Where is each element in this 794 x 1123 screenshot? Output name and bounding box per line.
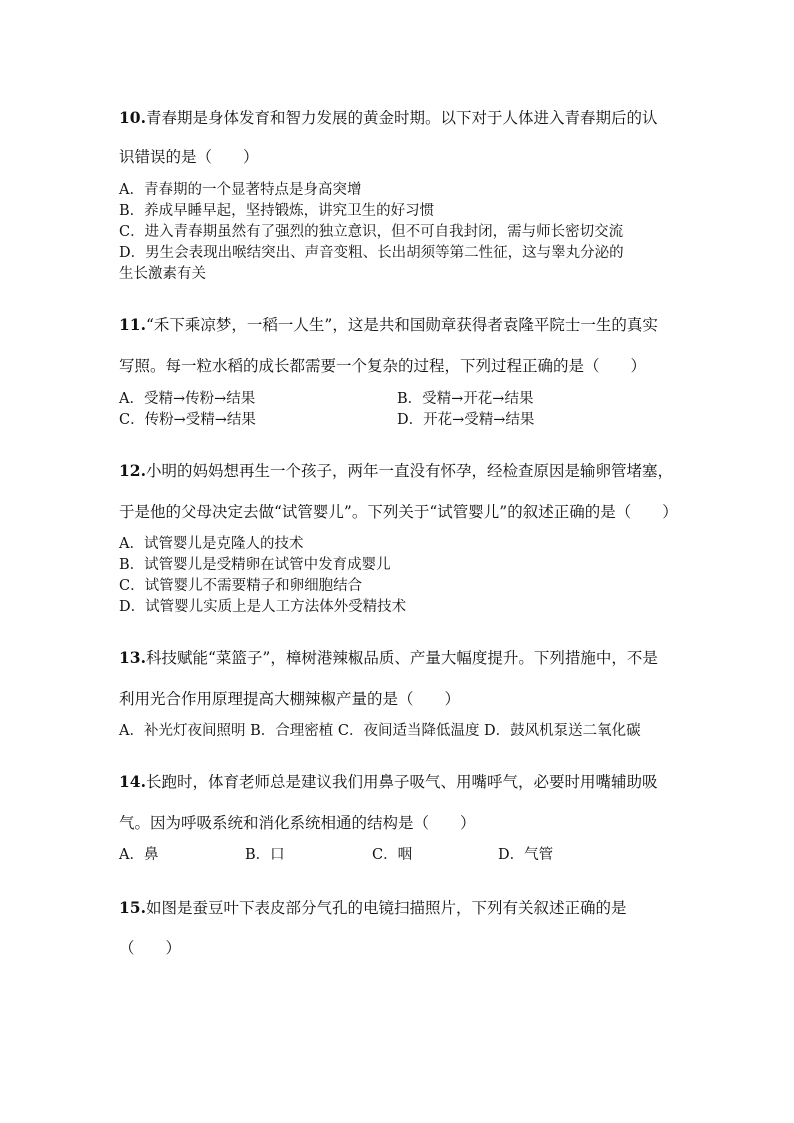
question-10-option-a: A．青春期的一个显著特点是身高突增 xyxy=(119,182,362,198)
question-11-option-b: B．受精→开花→结果 xyxy=(397,391,534,407)
question-11-stem-line-2: 写照。每一粒水稻的成长都需要一个复杂的过程，下列过程正确的是（ ） xyxy=(119,357,647,375)
question-12-number: 12. xyxy=(119,461,146,480)
question-14-option-d: D．气管 xyxy=(498,847,554,863)
question-11-option-c: C．传粉→受精→结果 xyxy=(119,412,256,428)
question-14-stem-line-1: 14.长跑时，体育老师总是建议我们用鼻子吸气、用嘴呼气，必要时用嘴辅助吸 xyxy=(119,772,658,791)
question-14-number: 14. xyxy=(119,772,146,791)
question-14-option-b: B．口 xyxy=(245,847,285,863)
question-14-option-c: C．咽 xyxy=(372,847,413,863)
question-10-option-b: B．养成早睡早起，坚持锻炼，讲究卫生的好习惯 xyxy=(119,203,435,219)
question-11-option-d: D．开花→受精→结果 xyxy=(397,412,535,428)
question-11-number: 11. xyxy=(119,315,146,334)
question-10-option-c: C．进入青春期虽然有了强烈的独立意识，但不可自我封闭，需与师长密切交流 xyxy=(119,224,624,240)
question-12-option-d: D．试管婴儿实质上是人工方法体外受精技术 xyxy=(119,599,407,615)
question-10-option-d: D．男生会表现出喉结突出、声音变粗、长出胡须等第二性征，这与睾丸分泌的 xyxy=(119,245,624,261)
question-12-stem-line-1: 12.小明的妈妈想再生一个孩子，两年一直没有怀孕，经检查原因是输卵管堵塞， xyxy=(119,461,673,480)
question-11-stem-line-1: 11.“禾下乘凉梦，一稻一人生”，这是共和国勋章获得者袁隆平院士一生的真实 xyxy=(119,315,658,334)
question-12-option-b: B．试管婴儿是受精卵在试管中发育成婴儿 xyxy=(119,557,391,573)
question-10-option-d-cont: 生长激素有关 xyxy=(119,266,206,282)
question-12-stem-line-2: 于是他的父母决定去做“试管婴儿”。下列关于“试管婴儿”的叙述正确的是（ ） xyxy=(119,503,678,521)
question-13-options: A．补光灯夜间照明 B．合理密植 C．夜间适当降低温度 D．鼓风机泵送二氧化碳 xyxy=(119,723,641,739)
question-12-option-a: A．试管婴儿是克隆人的技术 xyxy=(119,536,304,552)
question-15-number: 15. xyxy=(119,898,146,917)
question-14-option-a: A．鼻 xyxy=(119,847,159,863)
question-13-number: 13. xyxy=(119,648,146,667)
question-14-stem-line-2: 气。因为呼吸系统和消化系统相通的结构是（ ） xyxy=(119,814,476,832)
question-15-stem-line-2: （ ） xyxy=(119,939,182,957)
question-11-option-a: A．受精→传粉→结果 xyxy=(119,391,256,407)
question-12-option-c: C．试管婴儿不需要精子和卵细胞结合 xyxy=(119,578,363,594)
question-15-stem-line-1: 15.如图是蚕豆叶下表皮部分气孔的电镜扫描照片，下列有关叙述正确的是 xyxy=(119,898,627,917)
question-13-stem-line-1: 13.科技赋能“菜篮子”，樟树港辣椒品质、产量大幅度提升。下列措施中，不是 xyxy=(119,648,658,667)
question-10-stem-line-1: 10.青春期是身体发育和智力发展的黄金时期。以下对于人体进入青春期后的认 xyxy=(119,108,658,127)
question-10-number: 10. xyxy=(119,108,146,127)
question-10-stem-line-2: 识错误的是（ ） xyxy=(119,148,259,166)
question-13-stem-line-2: 利用光合作用原理提高大棚辣椒产量的是（ ） xyxy=(119,690,461,708)
